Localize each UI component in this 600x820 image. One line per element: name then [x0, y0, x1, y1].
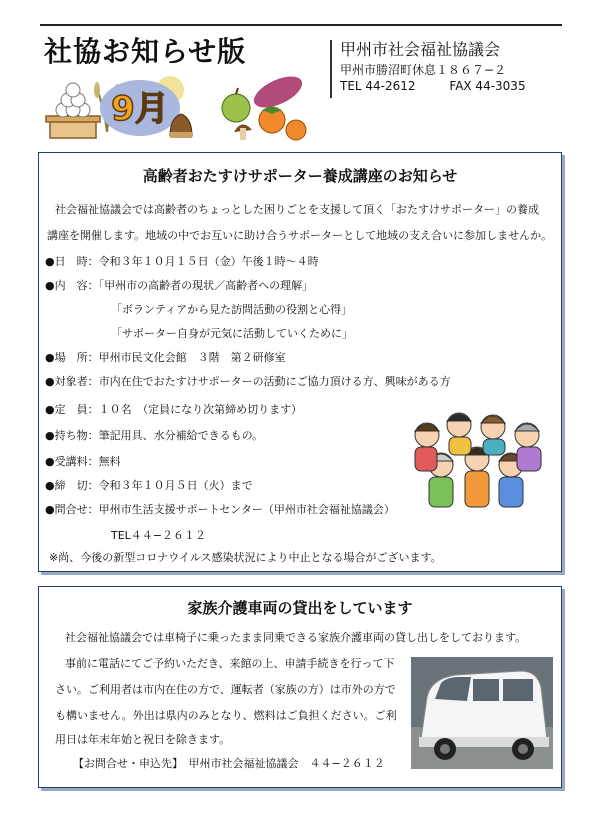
notice2-heading: 家族介護車両の貸出をしています — [187, 599, 413, 617]
item-content-2: 「ボランティアから見た訪問活動の役割と心得」 — [111, 303, 353, 316]
notice2-line4: も構いません。外出は県内のみとなり、燃料はご負担ください。ご利 — [55, 709, 397, 722]
notice-vehicle-rental — [38, 586, 562, 788]
org-tel: TEL 44-2612 — [340, 79, 416, 93]
notice2-line1: 社会福祉協議会では車椅子に乗ったまま同乗できる家族介護車両の貸し出しをしております。 — [65, 631, 527, 644]
chestnut-illustration — [166, 110, 196, 140]
care-van-photo — [411, 657, 553, 769]
item-content: ●内 容：「甲州市の高齢者の現状／高齢者への理解」 — [45, 279, 314, 292]
notice2-line5: 用日は年末年始と祝日を除きます。 — [55, 733, 231, 746]
item-belongings: ●持ち物：筆記用具、水分補給できるもの。 — [45, 429, 264, 442]
month-badge-text: 9月 — [111, 89, 169, 129]
page-title: 社協お知らせ版 — [44, 35, 247, 68]
autumn-fruits-illustration — [216, 70, 308, 146]
item-fee: ●受講料：無料 — [45, 455, 121, 468]
item-capacity: ●定 員：１０名 （定員になり次第締め切ります） — [45, 403, 303, 416]
notice2-line2: 事前に電話にてご予約いただき、来館の上、申請手続きを行って下 — [65, 657, 395, 670]
notice2-line3: さい。ご利用者は市内在住の方で、運転者（家族の方）は市外の方で — [55, 683, 396, 696]
org-info — [330, 40, 568, 98]
notice1-footnote: ※尚、今後の新型コロナウイルス感染状況により中止となる場合がございます。 — [49, 551, 442, 564]
header-rule — [40, 24, 562, 26]
item-datetime: ●日 時：令和３年１０月１５日（金）午後１時～４時 — [45, 255, 319, 268]
notice2-contact: 【お問合せ・申込先】 甲州市社会福祉協議会 ４４−２６１２ — [73, 757, 385, 770]
notice1-intro-line2: 講座を開催します。地域の中でお互いに助け合うサポーターとして地域の支え合いに参加しませんか。 — [47, 229, 553, 242]
item-inquiry: ●問合せ：甲州市生活支援サポートセンター（甲州市社会福祉協議会） — [45, 503, 395, 516]
notice-supporter-course — [38, 152, 562, 572]
notice1-heading: 高齢者おたすけサポーター養成講座のお知らせ — [142, 167, 458, 185]
item-inquiry-tel: TEL４４−２６１２ — [111, 529, 207, 542]
org-name: 甲州市社会福祉協議会 — [340, 40, 501, 59]
item-deadline: ●締 切：令和３年１０月５日（火）まで — [45, 479, 253, 492]
notice1-intro-line1: 社会福祉協議会では高齢者のちょっとした困りごとを支援して頂く「おたすけサポーター」の養成 — [55, 203, 539, 216]
item-content-3: 「サポーター自身が元気に活動していくために」 — [111, 327, 353, 340]
item-target: ●対象者：市内在住でおたすけサポーターの活動にご協力頂ける方、興味がある方 — [45, 375, 451, 388]
item-place: ●場 所：甲州市民文化会館 ３階 第２研修室 — [45, 351, 286, 364]
org-fax: FAX 44-3035 — [449, 79, 526, 93]
org-address: 甲州市勝沼町休息１８６７−２ — [340, 63, 507, 77]
people-cheering-illustration — [407, 405, 553, 515]
